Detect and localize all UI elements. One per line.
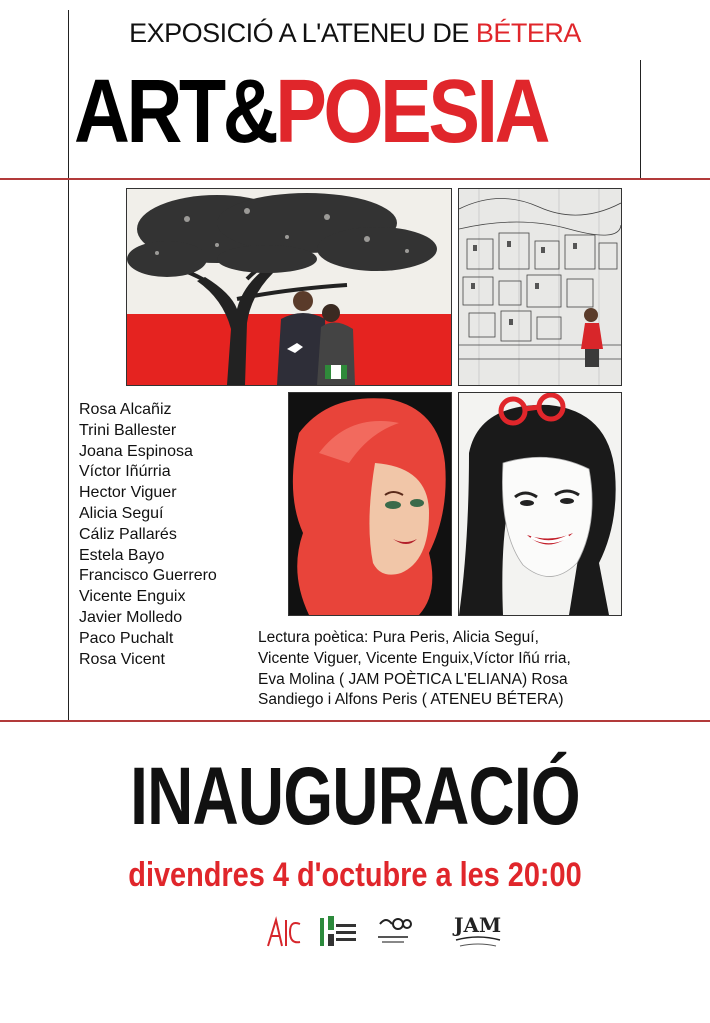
artwork-smiling-woman <box>458 392 622 616</box>
artist-name: Rosa Alcañiz <box>79 401 172 418</box>
artist-name: Joana Espinosa <box>79 442 193 460</box>
artwork-tree-couple <box>126 188 452 386</box>
artist-name: Vicente Enguix <box>79 588 186 606</box>
artwork-city-sketch <box>458 188 622 386</box>
subtitle-red: BÉTERA <box>475 18 581 48</box>
artist-name: Rosa Vicent <box>79 650 165 668</box>
divider-bottom <box>0 720 710 722</box>
event-datetime: divendres 4 d'octubre a les 20:00 <box>128 856 582 894</box>
poetry-reading-text <box>258 628 698 711</box>
frame-line-right <box>640 60 641 180</box>
subtitle-black: EXPOSICIÓ A L'ATENEU DE <box>129 18 469 48</box>
title-red: POESIA <box>275 62 548 162</box>
artist-name: Estela Bayo <box>79 546 165 564</box>
jam-logo-text: JAM <box>454 913 502 937</box>
frame-line-left <box>68 10 69 720</box>
ateneu-logo <box>318 914 360 950</box>
reading-line: Eva Molina ( JAM POÈTICA L'ELIANA) Rosa <box>258 670 568 688</box>
event-heading: INAUGURACIÓ <box>130 751 580 842</box>
aic-logo <box>266 916 302 948</box>
artist-name: Cáliz Pallarés <box>79 525 177 543</box>
artist-name: Víctor Iñúrria <box>79 463 171 481</box>
title-black: ART& <box>74 62 276 162</box>
divider-top <box>0 178 710 180</box>
artist-name: Javier Molledo <box>79 608 183 626</box>
artwork-red-hair-woman <box>288 392 452 616</box>
artist-name: Alicia Seguí <box>79 504 164 522</box>
main-title <box>74 62 556 162</box>
artist-name: Paco Puchalt <box>79 629 174 647</box>
artist-name: Hector Viguer <box>79 484 177 502</box>
reading-line: Sandiego i Alfons Peris ( ATENEU BÉTERA) <box>258 691 564 709</box>
jam-poetica-logo <box>450 910 506 954</box>
cultural-association-logo <box>374 914 412 948</box>
reading-line: Lectura poètica: Pura Peris, Alicia Seguí, <box>258 629 539 646</box>
artist-name: Francisco Guerrero <box>79 567 217 585</box>
artist-name: Trini Ballester <box>79 421 177 439</box>
artists-list <box>79 400 217 670</box>
reading-line: Vicente Viguer, Vicente Enguix,Víctor Iñú rria, <box>258 649 571 667</box>
subtitle <box>0 18 710 49</box>
